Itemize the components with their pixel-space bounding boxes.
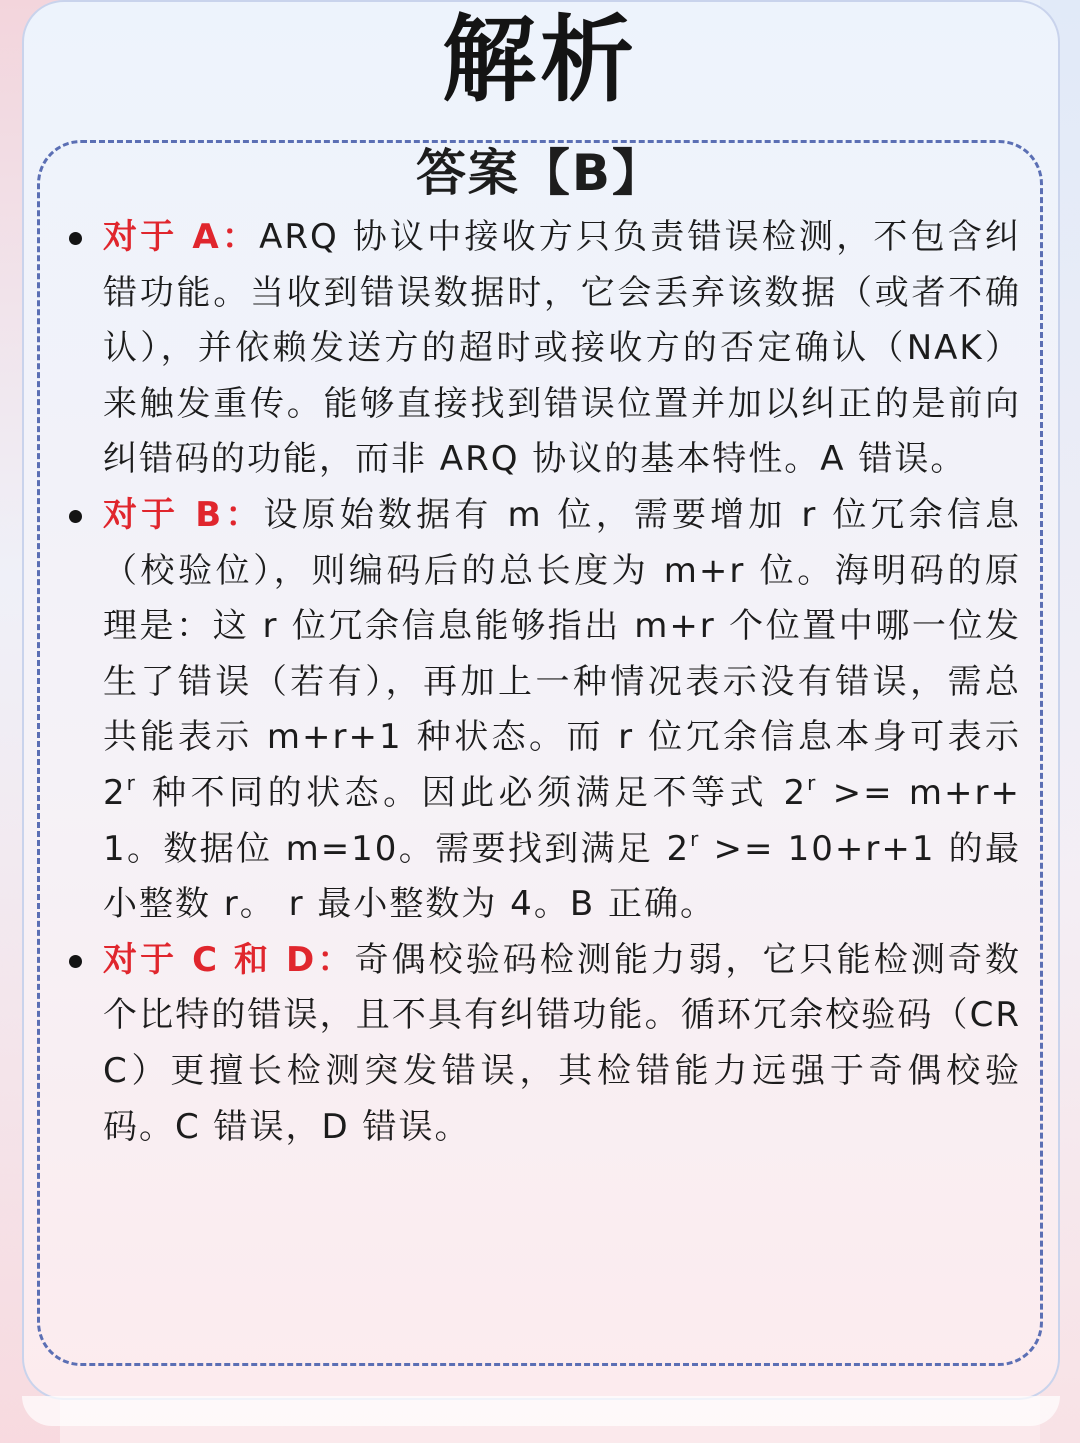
explanation-list bbox=[103, 210, 1021, 1155]
item-lead-cd: 对于 C 和 D： bbox=[103, 939, 355, 980]
explanation-item-b bbox=[103, 488, 1021, 933]
item-text-cd: 奇偶校验码检测能力弱，它只能检测奇数个比特的错误，且不具有纠错功能。循环冗余校验码（CRC）更擅长检测突发错误，其检错能力远强于奇偶校验码。C 错误，D 错误。 bbox=[103, 939, 1022, 1147]
superscript-r: r bbox=[690, 826, 701, 851]
item-text-b-part4: >= 10+r+1 的最小整数 r。 r 最小整数为 4。B 正确。 bbox=[103, 828, 1021, 925]
item-lead-a: 对于 A： bbox=[103, 217, 260, 257]
item-text-a: ARQ 协议中接收方只负责错误检测，不包含纠错功能。当收到错误数据时，它会丢弃该数据（或者不确认），并依赖发送方的超时或接收方的否定确认（NAK）来触发重传。能够直接找到错误位置并加以纠正的是前向纠错码的功能，而非 ARQ 协议的基本特性。A 错误。 bbox=[103, 217, 1021, 480]
item-text-b-part2: 种不同的状态。因此必须满足不等式 2 bbox=[136, 772, 808, 813]
item-lead-b: 对于 B： bbox=[103, 494, 264, 535]
superscript-r: r bbox=[807, 770, 818, 795]
superscript-r: r bbox=[126, 770, 137, 795]
answer-heading: 答案【B】 bbox=[415, 144, 665, 202]
explanation-item-cd bbox=[103, 933, 1021, 1155]
card-bottom-edge bbox=[22, 1396, 1060, 1426]
page-title: 解析 bbox=[441, 6, 638, 115]
explanation-item-a bbox=[103, 210, 1021, 488]
item-text-b-part1: 设原始数据有 m 位，需要增加 r 位冗余信息（校验位），则编码后的总长度为 m+r 位。海明码的原理是：这 r 位冗余信息能够指出 m+r 个位置中哪一位发生了错误（若有），再加上一种情况表示没有错误，需总共能表示 m+r+1 种状态。而 r 位冗余信息本身可表示 2 bbox=[103, 494, 1021, 813]
item-text-b-part3: >= m+r+1。数据位 m=10。需要找到满足 2 bbox=[103, 772, 1021, 869]
